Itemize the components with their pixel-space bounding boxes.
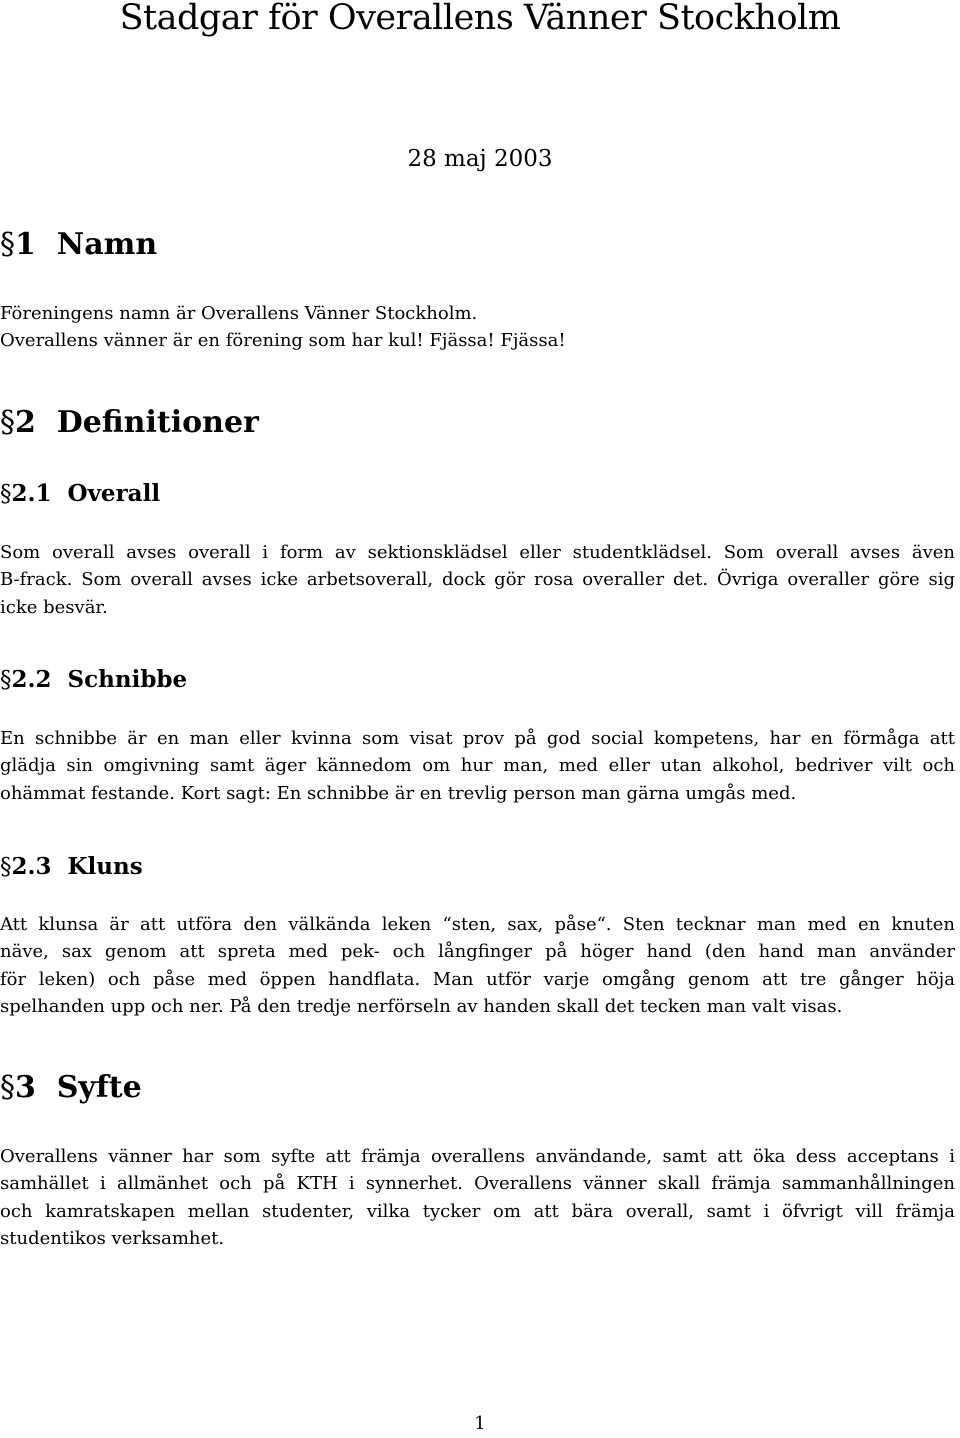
section-number: 3 (15, 1070, 36, 1105)
subsection-2-1-heading (0, 480, 160, 507)
section-title: Definitioner (56, 405, 259, 440)
section-symbol: § (0, 481, 12, 507)
page-number: 1 (474, 1413, 486, 1434)
section-symbol: § (0, 405, 15, 440)
paragraph-line: för leken) och påse med öppen handflata. Man utför varje omgång genom att tre gånger höja (0, 968, 955, 990)
subsection-2-2-heading (0, 666, 187, 693)
paragraph-line: Föreningens namn är Overallens Vänner Stockholm. (0, 303, 478, 324)
section-number: 1 (15, 227, 36, 262)
section-1-paragraph (0, 300, 955, 355)
paragraph-line: ohämmat festande. Kort sagt: En schnibbe är en trevlig person man gärna umgås med. (0, 782, 797, 804)
paragraph-line: spelhanden upp och ner. På den tredje nerförseln av handen skall det tecken man valt visas. (0, 995, 843, 1017)
subsection-number: 2.2 (11, 666, 52, 693)
subsection-title: Overall (67, 480, 161, 507)
section-1-heading (0, 227, 157, 262)
subsection-title: Schnibbe (67, 666, 188, 693)
paragraph-line: och kamratskapen mellan studenter, vilka tycker om att bära overall, samt i öfvrigt vill främja (0, 1200, 955, 1222)
section-number: 2 (15, 405, 36, 440)
paragraph-line: Som overall avses overall i form av sektionsklädsel eller studentklädsel. Som overall avses även (0, 542, 955, 563)
document-title: Stadgar för Overallens Vänner Stockholm (119, 0, 841, 38)
paragraph-line: En schnibbe är en man eller kvinna som visat prov på god social kompetens, har en förmåga att (0, 728, 955, 749)
document-date: 28 maj 2003 (407, 146, 553, 172)
paragraph-line: Overallens vänner är en förening som har kul! Fjässa! Fjässa! (0, 330, 566, 352)
subsection-2-3-heading (0, 853, 143, 880)
subsection-2-2-paragraph (0, 725, 955, 807)
subsection-number: 2.1 (11, 480, 52, 507)
paragraph-line: Overallens vänner har som syfte att främja overallens användande, samt att öka dess acceptans i (0, 1146, 955, 1167)
section-3-paragraph (0, 1143, 955, 1252)
section-symbol: § (0, 667, 12, 693)
paragraph-line: glädja sin omgivning samt äger kännedom om hur man, med eller utan alkohol, bedriver vilt och (0, 755, 955, 777)
subsection-number: 2.3 (11, 853, 52, 880)
section-3-heading (0, 1070, 142, 1105)
section-2-heading (0, 405, 259, 440)
section-symbol: § (0, 1070, 15, 1105)
paragraph-line: B-frack. Som overall avses icke arbetsoverall, dock gör rosa overaller det. Övriga overaller göre sig (0, 569, 955, 591)
paragraph-line: icke besvär. (0, 596, 108, 618)
section-symbol: § (0, 227, 15, 262)
paragraph-line: samhället i allmänhet och på KTH i synnerhet. Overallens vänner skall främja sammanhållningen (0, 1173, 955, 1195)
subsection-2-1-paragraph (0, 539, 955, 621)
paragraph-line: studentikos verksamhet. (0, 1227, 225, 1249)
subsection-title: Kluns (67, 853, 143, 880)
paragraph-line: Att klunsa är att utföra den välkända leken “sten, sax, påse“. Sten tecknar man med en knuten (0, 914, 955, 935)
paragraph-line: näve, sax genom att spreta med pek- och långfinger på höger hand (den hand man använder (0, 941, 955, 963)
section-title: Namn (56, 227, 158, 262)
subsection-2-3-paragraph (0, 911, 955, 1020)
section-symbol: § (0, 854, 12, 880)
section-title: Syfte (56, 1070, 142, 1105)
